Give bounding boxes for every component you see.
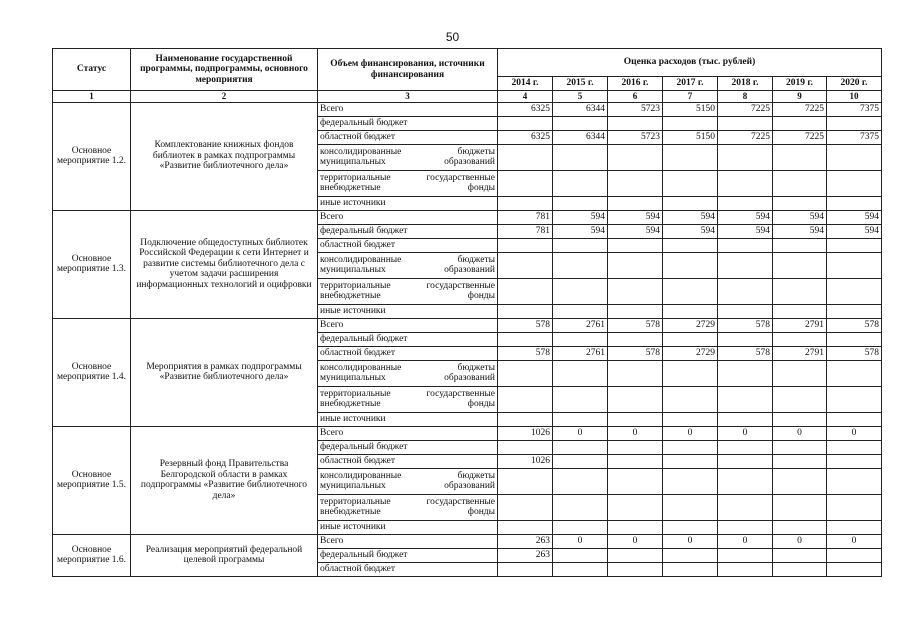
funding-source: областной бюджет: [318, 562, 498, 576]
funding-source: областной бюджет: [318, 346, 498, 360]
row-program-name: Комплектование книжных фондов библиотек в рамках подпрограммы «Развитие библиотечного дела»: [131, 102, 318, 210]
row-program-name: Подключение общедоступных библиотек Российской Федерации к сети Интернет и развитие системы библиотечного дела с учетом задачи расширения информационных технологий и оцифровки: [131, 210, 318, 318]
expense-value: [718, 304, 773, 318]
table-row: [53, 534, 882, 548]
expense-value: [608, 454, 663, 468]
expense-value: [608, 238, 663, 252]
expense-value: [608, 116, 663, 130]
funding-source: территориальные государственные внебюджетные фонды: [318, 278, 498, 304]
expense-value: [773, 562, 827, 576]
expense-value: [663, 252, 718, 278]
column-number: 10: [827, 91, 882, 103]
funding-source: иные источники: [318, 520, 498, 534]
funding-source: Всего: [318, 210, 498, 224]
expense-value: [663, 304, 718, 318]
expense-value: 7375: [827, 130, 882, 144]
expense-value: [553, 520, 608, 534]
expense-value: [827, 116, 882, 130]
expense-value: 263: [498, 534, 553, 548]
expense-value: [498, 440, 553, 454]
funding-source: федеральный бюджет: [318, 332, 498, 346]
expense-value: [498, 252, 553, 278]
expense-value: 2729: [663, 346, 718, 360]
expense-value: 594: [773, 224, 827, 238]
header-year: 2015 г.: [553, 77, 608, 91]
expense-value: [553, 468, 608, 494]
expense-value: [553, 332, 608, 346]
expense-value: [663, 116, 718, 130]
expense-value: [718, 548, 773, 562]
header-name: Наименование государственной программы, подпрограммы, основного мероприятия: [131, 49, 318, 91]
expense-value: [608, 520, 663, 534]
expense-value: [608, 332, 663, 346]
expense-value: [773, 238, 827, 252]
column-number: 7: [663, 91, 718, 103]
expense-value: 594: [608, 224, 663, 238]
expense-value: 7225: [718, 130, 773, 144]
expense-value: 1026: [498, 426, 553, 440]
expense-value: 594: [773, 210, 827, 224]
expense-value: [608, 170, 663, 196]
expense-value: 0: [553, 426, 608, 440]
expense-value: [718, 252, 773, 278]
expense-value: [608, 252, 663, 278]
expense-value: 2761: [553, 346, 608, 360]
expense-value: [773, 548, 827, 562]
expense-value: [827, 468, 882, 494]
expense-value: [663, 170, 718, 196]
expense-value: [498, 360, 553, 386]
funding-source: консолидированные бюджеты муниципальных образований: [318, 144, 498, 170]
expense-value: [663, 468, 718, 494]
expense-value: [498, 238, 553, 252]
expense-value: 594: [827, 224, 882, 238]
expense-value: [553, 144, 608, 170]
expense-value: [663, 548, 718, 562]
expense-value: [663, 196, 718, 210]
expense-value: 0: [608, 426, 663, 440]
expense-value: [553, 278, 608, 304]
funding-source: Всего: [318, 318, 498, 332]
expense-value: [663, 562, 718, 576]
expense-value: [663, 144, 718, 170]
funding-source: иные источники: [318, 304, 498, 318]
funding-source: федеральный бюджет: [318, 224, 498, 238]
expense-value: [718, 386, 773, 412]
expense-value: [827, 278, 882, 304]
expense-value: [498, 304, 553, 318]
expense-value: [663, 520, 718, 534]
expense-value: [608, 440, 663, 454]
expense-value: [827, 548, 882, 562]
expense-value: [827, 440, 882, 454]
column-number: 2: [131, 91, 318, 103]
expense-value: 0: [827, 534, 882, 548]
expense-value: [498, 332, 553, 346]
expense-value: [663, 494, 718, 520]
expense-value: [553, 494, 608, 520]
expense-value: 0: [663, 426, 718, 440]
expense-value: [608, 494, 663, 520]
column-number: 1: [53, 91, 131, 103]
expense-value: [553, 238, 608, 252]
funding-source: федеральный бюджет: [318, 116, 498, 130]
expense-value: 2791: [773, 318, 827, 332]
expense-value: [773, 520, 827, 534]
header-year: 2017 г.: [663, 77, 718, 91]
expense-value: 5723: [608, 102, 663, 116]
column-number: 9: [773, 91, 827, 103]
expense-value: 594: [663, 224, 718, 238]
expense-value: 6344: [553, 102, 608, 116]
funding-source: областной бюджет: [318, 130, 498, 144]
expense-value: [663, 278, 718, 304]
row-program-name: Мероприятия в рамках подпрограммы «Развитие библиотечного дела»: [131, 318, 318, 426]
expense-value: 0: [718, 534, 773, 548]
funding-source: Всего: [318, 426, 498, 440]
expense-value: [553, 360, 608, 386]
expense-value: [608, 144, 663, 170]
expense-value: [718, 468, 773, 494]
header-year: 2020 г.: [827, 77, 882, 91]
expense-value: [773, 278, 827, 304]
expense-value: 1026: [498, 454, 553, 468]
expense-value: [773, 304, 827, 318]
expense-value: [498, 386, 553, 412]
expense-value: [608, 304, 663, 318]
expense-value: [608, 468, 663, 494]
expense-value: [827, 454, 882, 468]
expense-value: [553, 386, 608, 412]
expense-value: 263: [498, 548, 553, 562]
expense-value: [718, 144, 773, 170]
expense-value: [663, 454, 718, 468]
expense-value: [608, 562, 663, 576]
header-year: 2018 г.: [718, 77, 773, 91]
expense-value: [827, 332, 882, 346]
header-status: Статус: [53, 49, 131, 91]
funding-source: федеральный бюджет: [318, 440, 498, 454]
expense-value: [773, 116, 827, 130]
expense-value: [718, 238, 773, 252]
header-year: 2019 г.: [773, 77, 827, 91]
page-number: 50: [445, 30, 460, 44]
expense-value: [718, 412, 773, 426]
expense-value: 578: [718, 346, 773, 360]
expense-value: [718, 494, 773, 520]
expense-value: 594: [553, 224, 608, 238]
row-status: Основное мероприятие 1.3.: [53, 210, 131, 318]
budget-table: [52, 48, 882, 577]
expense-value: [718, 170, 773, 196]
header-year: 2016 г.: [608, 77, 663, 91]
expense-value: [553, 304, 608, 318]
expense-value: 7225: [773, 102, 827, 116]
expense-value: [663, 360, 718, 386]
funding-source: территориальные государственные внебюджетные фонды: [318, 170, 498, 196]
expense-value: 594: [553, 210, 608, 224]
expense-value: [718, 520, 773, 534]
expense-value: [773, 332, 827, 346]
expense-value: [608, 360, 663, 386]
funding-source: Всего: [318, 534, 498, 548]
table-row: [53, 210, 882, 224]
expense-value: 578: [608, 318, 663, 332]
expense-value: [773, 440, 827, 454]
row-program-name: Реализация мероприятий федеральной целевой программы: [131, 534, 318, 576]
expense-value: [827, 360, 882, 386]
column-number: 5: [553, 91, 608, 103]
expense-value: [498, 196, 553, 210]
expense-value: [553, 412, 608, 426]
expense-value: [498, 412, 553, 426]
expense-value: 781: [498, 210, 553, 224]
expense-value: [498, 562, 553, 576]
funding-source: Всего: [318, 102, 498, 116]
expense-value: [498, 468, 553, 494]
expense-value: 7225: [773, 130, 827, 144]
funding-source: областной бюджет: [318, 454, 498, 468]
expense-value: 6325: [498, 102, 553, 116]
expense-value: [827, 412, 882, 426]
expense-value: 781: [498, 224, 553, 238]
expense-value: [608, 412, 663, 426]
expense-value: 594: [718, 210, 773, 224]
expense-value: 2791: [773, 346, 827, 360]
expense-value: [718, 278, 773, 304]
funding-source: консолидированные бюджеты муниципальных образований: [318, 468, 498, 494]
expense-value: [827, 252, 882, 278]
funding-source: иные источники: [318, 196, 498, 210]
expense-value: [608, 386, 663, 412]
expense-value: [718, 360, 773, 386]
column-number: 8: [718, 91, 773, 103]
expense-value: [718, 332, 773, 346]
expense-value: 0: [773, 534, 827, 548]
expense-value: 594: [663, 210, 718, 224]
expense-value: [718, 116, 773, 130]
expense-value: 0: [663, 534, 718, 548]
expense-value: 594: [608, 210, 663, 224]
expense-value: 5723: [608, 130, 663, 144]
funding-source: консолидированные бюджеты муниципальных образований: [318, 360, 498, 386]
row-status: Основное мероприятие 1.4.: [53, 318, 131, 426]
table-row: [53, 318, 882, 332]
funding-source: консолидированные бюджеты муниципальных образований: [318, 252, 498, 278]
expense-value: 7225: [718, 102, 773, 116]
expense-value: [498, 170, 553, 196]
expense-value: 5150: [663, 102, 718, 116]
expense-value: [498, 494, 553, 520]
expense-value: [663, 412, 718, 426]
expense-value: [773, 252, 827, 278]
table-body: [53, 102, 882, 576]
expense-value: [827, 238, 882, 252]
expense-value: 0: [827, 426, 882, 440]
expense-value: [498, 144, 553, 170]
expense-value: 7375: [827, 102, 882, 116]
expense-value: 5150: [663, 130, 718, 144]
expense-value: 578: [827, 346, 882, 360]
expense-value: 2729: [663, 318, 718, 332]
expense-value: [827, 494, 882, 520]
expense-value: [553, 440, 608, 454]
expense-value: [827, 386, 882, 412]
expense-value: [663, 440, 718, 454]
expense-value: [773, 170, 827, 196]
expense-value: 6344: [553, 130, 608, 144]
expense-value: [553, 454, 608, 468]
expense-value: [553, 116, 608, 130]
expense-value: 578: [498, 318, 553, 332]
expense-value: [498, 278, 553, 304]
expense-value: [608, 196, 663, 210]
expense-value: 0: [718, 426, 773, 440]
column-number: 6: [608, 91, 663, 103]
expense-value: [608, 278, 663, 304]
expense-value: [663, 332, 718, 346]
expense-value: 0: [553, 534, 608, 548]
expense-value: [827, 562, 882, 576]
expense-value: 578: [608, 346, 663, 360]
expense-value: [827, 144, 882, 170]
expense-value: 0: [608, 534, 663, 548]
expense-value: 2761: [553, 318, 608, 332]
expense-value: [773, 412, 827, 426]
expense-value: [663, 238, 718, 252]
row-status: Основное мероприятие 1.2.: [53, 102, 131, 210]
expense-value: [773, 454, 827, 468]
funding-source: территориальные государственные внебюджетные фонды: [318, 386, 498, 412]
header-year: 2014 г.: [498, 77, 553, 91]
expense-value: 578: [827, 318, 882, 332]
expense-value: [553, 548, 608, 562]
funding-source: территориальные государственные внебюджетные фонды: [318, 494, 498, 520]
expense-value: [827, 170, 882, 196]
header-volume: Объем финансирования, источники финансирования: [318, 49, 498, 91]
row-program-name: Резервный фонд Правительства Белгородской области в рамках подпрограммы «Развитие библиотечного дела»: [131, 426, 318, 534]
funding-source: областной бюджет: [318, 238, 498, 252]
expense-value: [718, 440, 773, 454]
expense-value: [663, 386, 718, 412]
expense-value: 594: [827, 210, 882, 224]
expense-value: [773, 144, 827, 170]
expense-value: [553, 170, 608, 196]
expense-value: [827, 304, 882, 318]
funding-source: иные источники: [318, 412, 498, 426]
expense-value: [608, 548, 663, 562]
expense-value: [773, 468, 827, 494]
expense-value: [718, 454, 773, 468]
expense-value: [553, 196, 608, 210]
funding-source: федеральный бюджет: [318, 548, 498, 562]
table-row: [53, 102, 882, 116]
table-row: [53, 426, 882, 440]
column-number: 4: [498, 91, 553, 103]
expense-value: [498, 520, 553, 534]
expense-value: 0: [773, 426, 827, 440]
expense-value: [773, 386, 827, 412]
expense-value: [498, 116, 553, 130]
expense-value: [718, 562, 773, 576]
row-status: Основное мероприятие 1.6.: [53, 534, 131, 576]
expense-value: 578: [718, 318, 773, 332]
expense-value: [827, 196, 882, 210]
expense-value: 6325: [498, 130, 553, 144]
expense-value: [827, 520, 882, 534]
expense-value: [718, 196, 773, 210]
expense-value: 578: [498, 346, 553, 360]
row-status: Основное мероприятие 1.5.: [53, 426, 131, 534]
header-estimate: Оценка расходов (тыс. рублей): [498, 49, 882, 77]
expense-value: [553, 562, 608, 576]
expense-value: [773, 196, 827, 210]
column-number: 3: [318, 91, 498, 103]
expense-value: [773, 494, 827, 520]
expense-value: [553, 252, 608, 278]
expense-value: [773, 360, 827, 386]
expense-value: 594: [718, 224, 773, 238]
